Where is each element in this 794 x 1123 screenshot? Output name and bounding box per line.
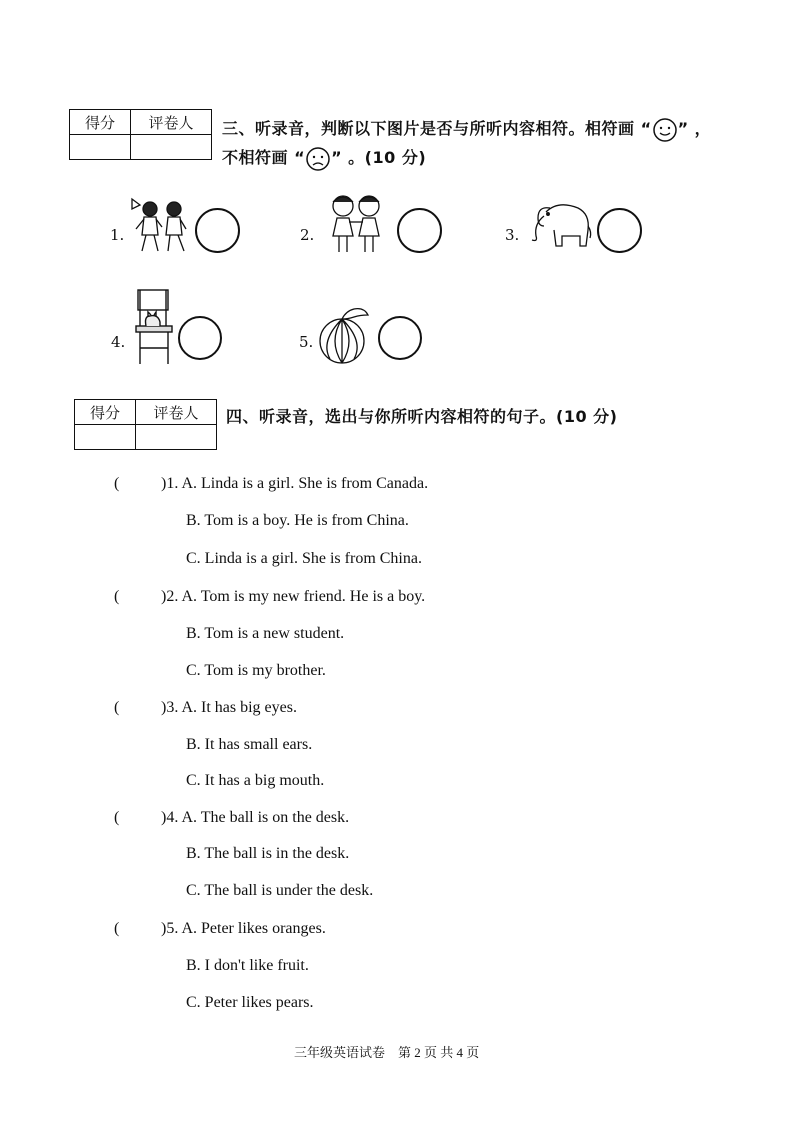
- q4-paren[interactable]: (: [114, 809, 120, 826]
- score-label: 得分: [75, 400, 136, 425]
- section3-title-line1: [222, 116, 711, 143]
- q4-option-a: )4. A. The ball is on the desk.: [161, 809, 350, 826]
- section3-title-text-c: 不相符画 “: [222, 148, 306, 167]
- section3-title-text-b: ” ，: [677, 119, 712, 138]
- watermelon-icon: [318, 303, 372, 365]
- q2-option-c: C. Tom is my brother.: [186, 662, 326, 679]
- q3-option-b: B. It has small ears.: [186, 736, 313, 753]
- q1-paren[interactable]: (: [114, 475, 120, 492]
- q3-paren[interactable]: (: [114, 699, 120, 716]
- q5-option-b: B. I don't like fruit.: [186, 957, 309, 974]
- q4-option-c: C. The ball is under the desk.: [186, 882, 374, 899]
- q3-option-c: C. It has a big mouth.: [186, 772, 325, 789]
- answer-circle-3[interactable]: [597, 208, 642, 253]
- item5-number: 5.: [299, 333, 314, 351]
- elephant-icon: [528, 196, 594, 254]
- q1-option-b: B. Tom is a boy. He is from China.: [186, 512, 409, 529]
- item1-number: 1.: [110, 226, 125, 244]
- score-cell[interactable]: [75, 425, 136, 450]
- answer-circle-5[interactable]: [378, 316, 422, 360]
- grader-label: 评卷人: [131, 110, 212, 135]
- section3-title-text-d: ” 。(10 分): [331, 148, 427, 167]
- q5-paren[interactable]: (: [114, 920, 120, 937]
- grader-label: 评卷人: [136, 400, 217, 425]
- score-table-section3: [69, 109, 212, 160]
- q2-paren[interactable]: (: [114, 588, 120, 605]
- section3-title-text-a: 三、听录音，判断以下图片是否与所听内容相符。相符画 “: [222, 119, 652, 138]
- q2-option-a: )2. A. Tom is my new friend. He is a boy.: [161, 588, 426, 605]
- grader-cell[interactable]: [131, 135, 212, 160]
- answer-circle-1[interactable]: [195, 208, 240, 253]
- item2-number: 2.: [300, 226, 315, 244]
- chair-with-cat-icon: [132, 286, 176, 366]
- item3-number: 3.: [505, 226, 520, 244]
- page-footer: 三年级英语试卷 第 2 页 共 4 页: [294, 1045, 480, 1060]
- q2-option-b: B. Tom is a new student.: [186, 625, 345, 642]
- q1-option-c: C. Linda is a girl. She is from China.: [186, 550, 422, 567]
- score-table-section4: [74, 399, 217, 450]
- q5-option-c: C. Peter likes pears.: [186, 994, 314, 1011]
- item4-number: 4.: [111, 333, 126, 351]
- score-label: 得分: [70, 110, 131, 135]
- answer-circle-4[interactable]: [178, 316, 222, 360]
- q5-option-a: )5. A. Peter likes oranges.: [161, 920, 326, 937]
- section3-title-line2: [222, 145, 426, 172]
- score-cell[interactable]: [70, 135, 131, 160]
- smile-face-icon: [652, 117, 678, 143]
- two-girls-icon: [325, 190, 387, 256]
- grader-cell[interactable]: [136, 425, 217, 450]
- section4-title: 四、听录音，选出与你所听内容相符的句子。(10 分): [226, 407, 618, 426]
- q4-option-b: B. The ball is in the desk.: [186, 845, 350, 862]
- q1-option-a: )1. A. Linda is a girl. She is from Canada.: [161, 475, 429, 492]
- answer-circle-2[interactable]: [397, 208, 442, 253]
- q3-option-a: )3. A. It has big eyes.: [161, 699, 297, 716]
- two-children-walking-icon: [128, 195, 194, 257]
- sad-face-icon: [305, 146, 331, 172]
